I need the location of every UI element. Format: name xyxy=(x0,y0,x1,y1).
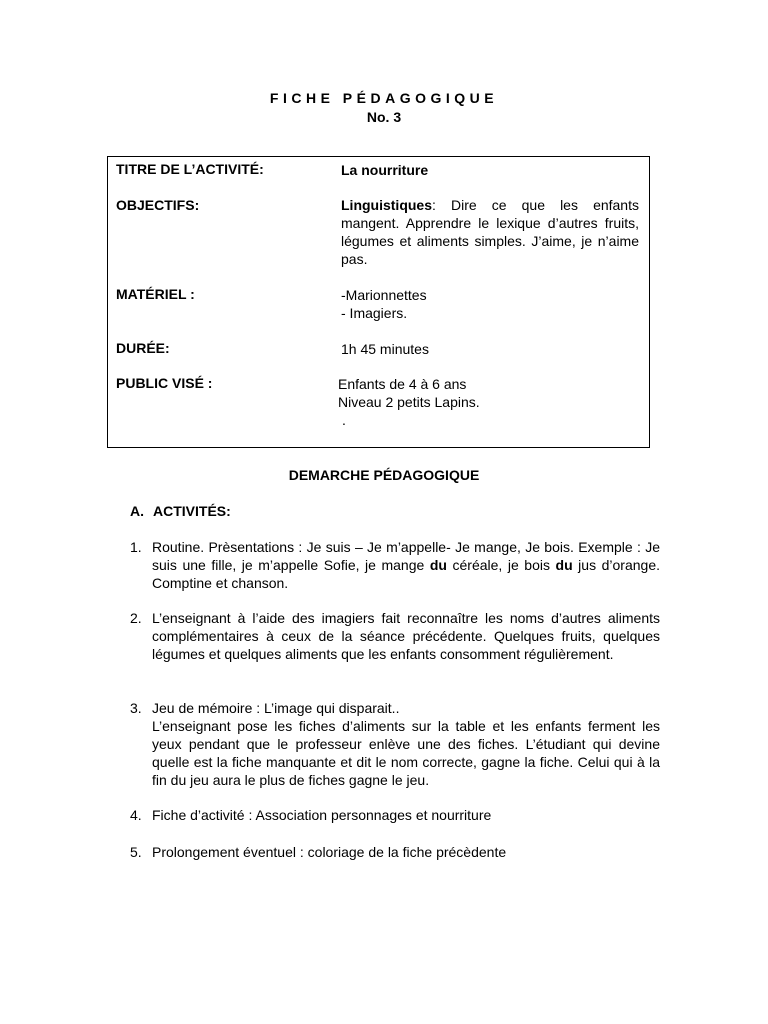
titre-label: TITRE DE L’ACTIVITÉ: xyxy=(116,161,264,177)
item-number: 1. xyxy=(130,539,142,555)
item-text-part: Routine. Prèsentations : Je suis – Je m’appelle- Je mange, Je bois. Exemple : Je suis une fille, je m’appelle Sofie, je mange xyxy=(152,539,660,573)
item-text: Fiche d’activité : Association personnages et nourriture xyxy=(152,807,492,823)
activity-item-5 xyxy=(130,843,660,861)
item-text xyxy=(152,538,660,592)
activity-item-2 xyxy=(130,609,660,663)
activites-label: ACTIVITÉS: xyxy=(153,503,231,519)
titre-value: La nourriture xyxy=(341,162,429,178)
public-line1: Enfants de 4 à 6 ans xyxy=(338,376,467,392)
objectifs-text: : Dire ce que les enfants mangent. Apprendre le lexique d’autres fruits, légumes et aliments simples. J’aime, je n’aime pas. xyxy=(341,197,639,267)
public-line3: . xyxy=(342,412,346,428)
duree-value: 1h 45 minutes xyxy=(341,341,429,357)
duree-label: DURÉE: xyxy=(116,340,170,356)
activity-item-3 xyxy=(130,699,660,789)
item-number: 5. xyxy=(130,844,142,860)
materiel-line1: -Marionnettes xyxy=(341,287,427,303)
item-number: 3. xyxy=(130,700,142,716)
objectifs-bold: Linguistiques xyxy=(341,197,432,213)
document-number: No. 3 xyxy=(366,109,402,125)
item-number: 4. xyxy=(130,807,142,823)
objectifs-value xyxy=(341,196,639,268)
demarche-title: DEMARCHE PÉDAGOGIQUE xyxy=(288,467,480,483)
item-text-line1: Jeu de mémoire : L’image qui disparait.. xyxy=(152,700,400,716)
public-label: PUBLIC VISÉ : xyxy=(116,375,213,391)
public-line2: Niveau 2 petits Lapins. xyxy=(338,394,480,410)
item-text-part: jus d’orange. Comptine et chanson. xyxy=(152,557,661,591)
activity-item-4 xyxy=(130,806,660,824)
item-text-bold: du xyxy=(429,557,447,573)
objectifs-label: OBJECTIFS: xyxy=(116,197,200,213)
materiel-label: MATÉRIEL : xyxy=(116,286,195,302)
item-text: Prolongement éventuel : coloriage de la fiche précèdente xyxy=(152,844,507,860)
item-text-part: céréale, je bois xyxy=(446,557,556,573)
materiel-line2: - Imagiers. xyxy=(341,305,408,321)
activity-item-1 xyxy=(130,538,660,592)
item-number: 2. xyxy=(130,610,142,626)
activites-heading xyxy=(130,503,231,519)
activites-letter: A. xyxy=(130,503,144,519)
item-text-bold: du xyxy=(555,557,573,573)
item-text: L’enseignant pose les fiches d’aliments sur la table et les enfants ferment les yeux pendant que le professeur enlève une des fiches. L’étudiant qui devine quelle est la fiche manquante et dit le nom correcte, gagne la fiche. Celui qui à la fin du jeu aura le plus de fiches gagne le jeu. xyxy=(152,718,660,788)
document-title: FICHE PÉDAGOGIQUE xyxy=(269,90,499,106)
item-text: L’enseignant à l’aide des imagiers fait reconnaître les noms d’autres aliments complémentaires à ceux de la séance précédente. Quelques fruits, quelques légumes et quelques aliments que les enfants consomment régulièrement. xyxy=(152,610,660,662)
